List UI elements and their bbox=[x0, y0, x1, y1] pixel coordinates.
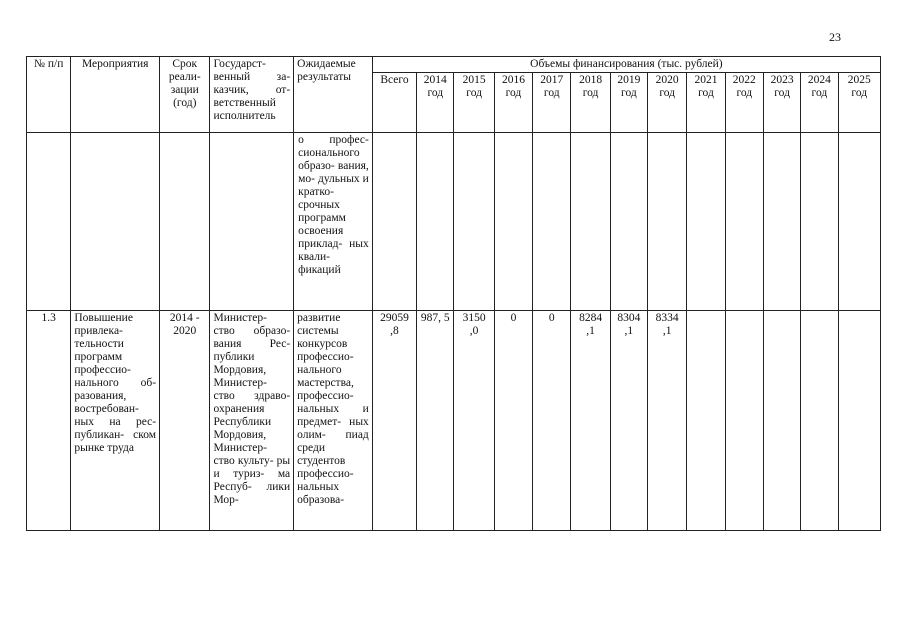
header-term: Срок реали- зации (год) bbox=[160, 57, 210, 133]
results-cell: о профес- сионального образо- вания, мо- дульных и кратко- срочных программ освоения приклад- ных квали- фикаций bbox=[294, 133, 373, 311]
value-cell bbox=[687, 311, 725, 531]
value-cell: 0 bbox=[533, 311, 571, 531]
header-total: Всего bbox=[372, 73, 416, 133]
header-year: 2017 год bbox=[533, 73, 571, 133]
total-cell: 29059 ,8 bbox=[372, 311, 416, 531]
executor-cell: Министер- ство образо- вания Рес- публики Мордовия, Министер- ство здраво- охранения Республики Мордовия, Министер- ство культу- ры и туриз- ма Респуб- лики Мор- bbox=[210, 311, 294, 531]
header-year: 2025 год bbox=[838, 73, 880, 133]
header-year: 2014 год bbox=[417, 73, 454, 133]
header-year: 2015 год bbox=[454, 73, 494, 133]
value-cell bbox=[725, 311, 763, 531]
value-cell: 0 bbox=[494, 311, 532, 531]
term-cell: 2014 - 2020 bbox=[160, 311, 210, 531]
value-cell bbox=[801, 311, 838, 531]
value-cell: 8304 ,1 bbox=[610, 311, 647, 531]
table-row-1-3 bbox=[27, 311, 881, 531]
funding-table bbox=[26, 56, 881, 531]
header-year: 2023 год bbox=[763, 73, 800, 133]
header-year: 2022 год bbox=[725, 73, 763, 133]
header-year: 2016 год bbox=[494, 73, 532, 133]
header-results: Ожидаемые результаты bbox=[294, 57, 373, 133]
header-num: № п/п bbox=[27, 57, 71, 133]
value-cell: 3150 ,0 bbox=[454, 311, 494, 531]
page-number: 23 bbox=[829, 30, 841, 44]
header-year: 2019 год bbox=[610, 73, 647, 133]
value-cell: 8284 ,1 bbox=[571, 311, 610, 531]
header-year: 2024 год bbox=[801, 73, 838, 133]
activity-cell: Повышение привлека- тельности программ профессио- нального об- разования, востребован- ных на рес- публикан- ском рынке труда bbox=[71, 311, 160, 531]
header-executor: Государст- венный за- казчик, от- ветственный исполнитель bbox=[210, 57, 294, 133]
value-cell bbox=[838, 311, 880, 531]
value-cell: 987, 5 bbox=[417, 311, 454, 531]
row-num: 1.3 bbox=[27, 311, 71, 531]
header-year: 2020 год bbox=[648, 73, 687, 133]
results-cell: развитие системы конкурсов профессио- нального мастерства, профессио- нальных и предмет- ных олим- пиад среди студентов профессио- нальных образова- bbox=[294, 311, 373, 531]
header-activity: Мероприятия bbox=[71, 57, 160, 133]
value-cell bbox=[763, 311, 800, 531]
header-year: 2018 год bbox=[571, 73, 610, 133]
header-year: 2021 год bbox=[687, 73, 725, 133]
value-cell: 8334 ,1 bbox=[648, 311, 687, 531]
header-funding: Объемы финансирования (тыс. рублей) bbox=[372, 57, 880, 73]
table-row-continuation bbox=[27, 133, 881, 311]
